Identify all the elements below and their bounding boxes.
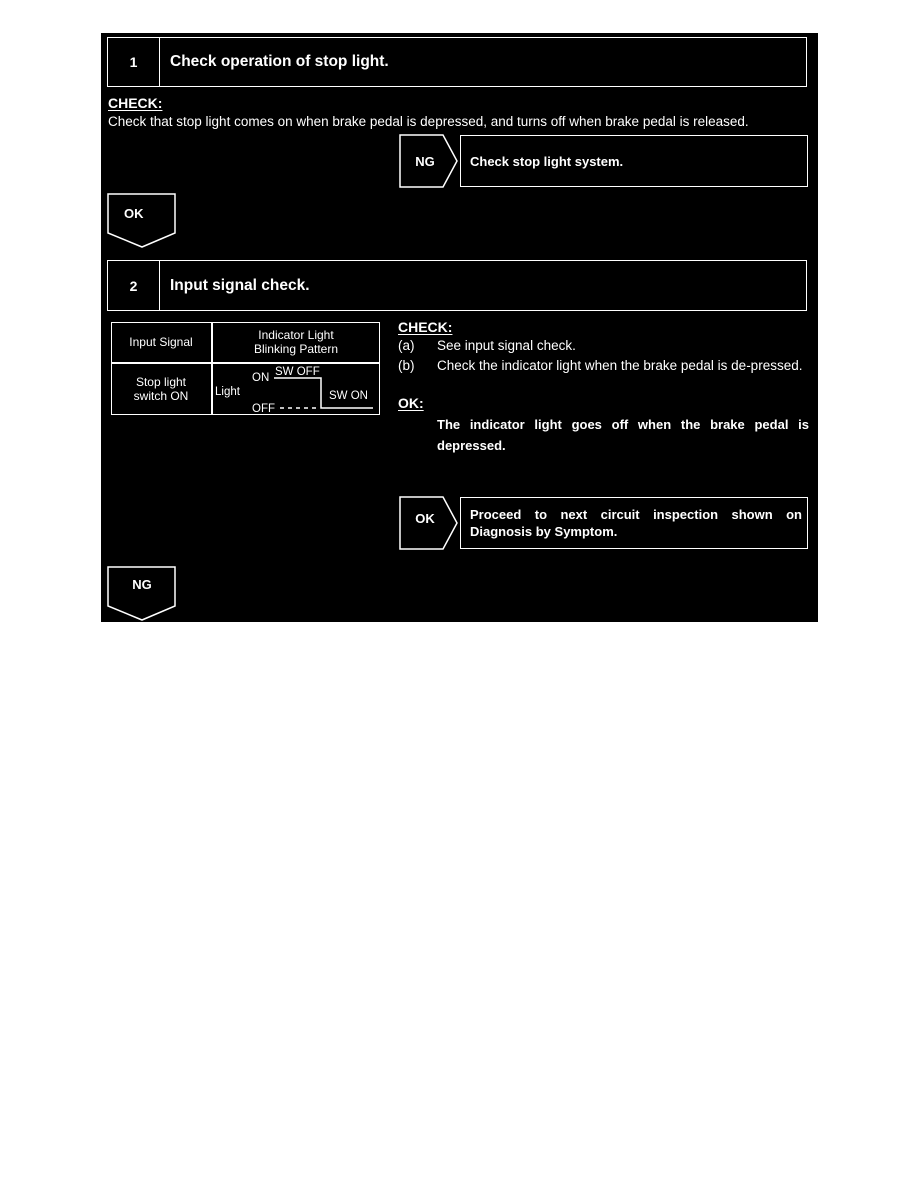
diagnostic-flowchart-panel [101,33,818,622]
step-2-header [107,260,807,311]
step-1-number: 1 [108,38,160,86]
step-2-ok-heading: OK: [398,395,424,411]
step-2-check-item-b-text: Check the indicator light when the brake pedal is de-pressed. [437,358,803,373]
step-2-check-item-a-marker: (a) [398,338,415,353]
table-header-input-signal: Input Signal [129,335,193,349]
step-1-ng-result-box [460,135,808,187]
step-2-ok-arrow[interactable] [399,496,461,550]
step-2-check-item-b-marker: (b) [398,358,415,373]
step-2-ng-label: NG [132,577,152,592]
step-1-ng-arrow[interactable] [399,134,461,188]
step-1-title: Check operation of stop light. [170,53,389,70]
step-1-ok-label: OK [124,206,144,221]
table-cell-signal-line1: Stop light [135,375,187,389]
table-header-blinking-pattern [212,322,380,362]
step-2-check-heading: CHECK: [398,319,453,335]
step-2-ok-result-box [460,497,808,549]
step-2-ng-arrow[interactable] [107,566,177,622]
table-header-pattern-line1: Indicator Light [258,328,334,342]
wave-light-label: Light [215,386,240,398]
step-2-ok-result: Proceed to next circuit inspection shown on Diagnosis by Symptom. [470,507,802,539]
step-2-number: 2 [108,261,160,310]
step-1-ok-arrow[interactable] [107,193,177,249]
wave-off-label: OFF [252,403,275,415]
step-1-check-heading: CHECK: [108,95,163,111]
step-2-title: Input signal check. [170,276,310,294]
table-cell-signal-line2: switch ON [133,389,189,403]
step-1-ng-result: Check stop light system. [470,154,624,169]
wave-sw-off-label: SW OFF [275,366,320,378]
step-1-ng-label: NG [415,154,435,169]
step-1-check-text: Check that stop light comes on when brake pedal is depressed, and turns off when brake pedal is released. [108,114,749,129]
step-2-ok-label: OK [415,511,435,526]
wave-sw-on-label: SW ON [329,390,368,402]
wave-on-label: ON [252,372,270,384]
step-2-check-item-a-text: See input signal check. [437,338,576,353]
step-1-header [107,37,807,87]
table-header-pattern-line2: Blinking Pattern [253,342,339,356]
input-signal-table [111,322,380,415]
table-cell-stop-light-switch [111,363,211,415]
blinking-pattern-waveform [212,363,380,415]
step-2-ok-text: The indicator light goes off when the brake pedal is depressed. [437,417,809,453]
